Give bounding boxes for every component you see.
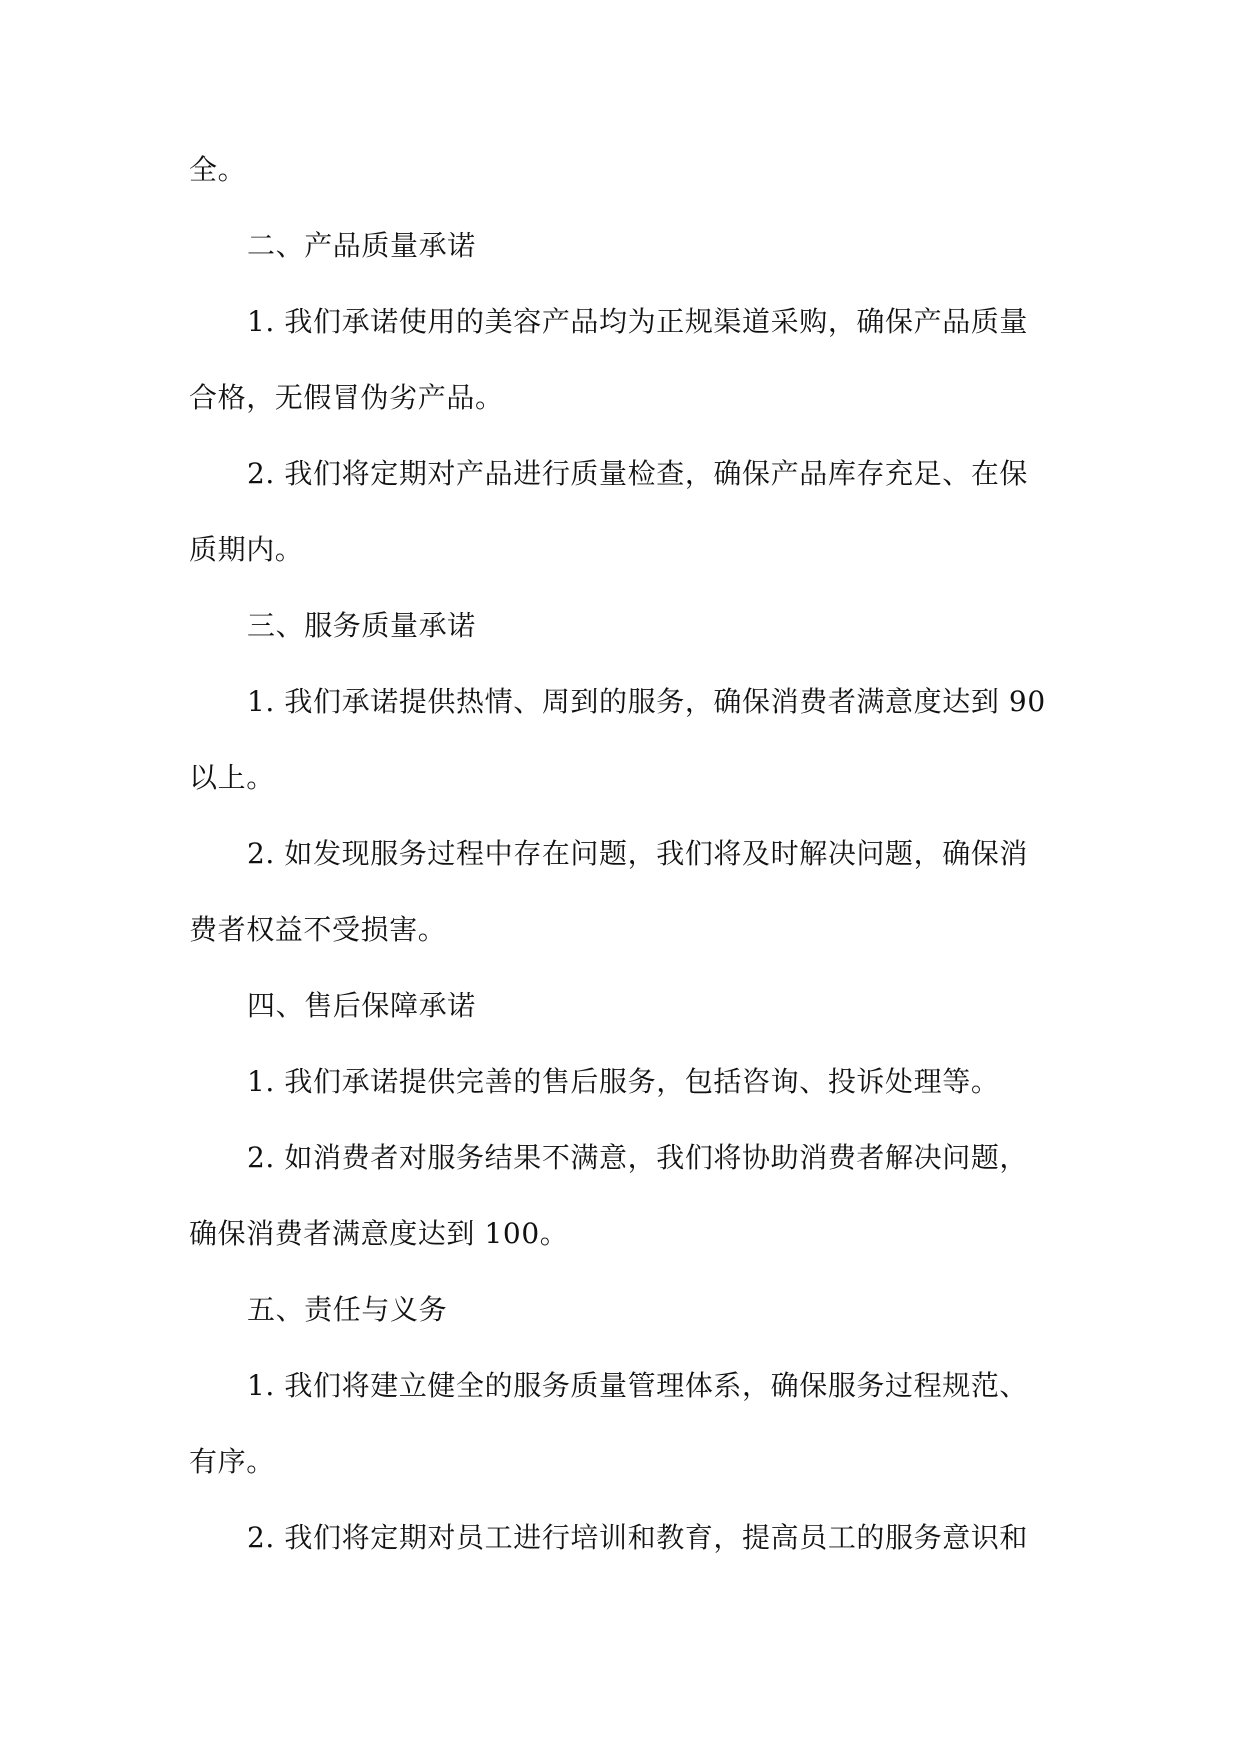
section-heading-product-quality: 二、产品质量承诺 [247,229,476,262]
text-line-18: 有序。 [189,1445,275,1478]
text-line-6: 质期内。 [189,533,304,566]
text-line-19: 2. 我们将定期对员工进行培训和教育，提高员工的服务意识和 [247,1521,1029,1554]
text-line-1: 全。 [189,153,247,186]
text-line-17: 1. 我们将建立健全的服务质量管理体系，确保服务过程规范、 [247,1369,1029,1402]
text-line-14: 2. 如消费者对服务结果不满意，我们将协助消费者解决问题， [247,1141,1029,1174]
text-line-8: 1. 我们承诺提供热情、周到的服务，确保消费者满意度达到 90 [247,685,1046,718]
text-line-4: 合格，无假冒伪劣产品。 [189,381,504,414]
text-line-5: 2. 我们将定期对产品进行质量检查，确保产品库存充足、在保 [247,457,1029,490]
text-line-3: 1. 我们承诺使用的美容产品均为正规渠道采购，确保产品质量 [247,305,1029,338]
section-heading-responsibility: 五、责任与义务 [247,1293,448,1326]
text-line-10: 2. 如发现服务过程中存在问题，我们将及时解决问题，确保消 [247,837,1029,870]
text-line-15: 确保消费者满意度达到 100。 [189,1217,569,1250]
section-heading-after-sales: 四、售后保障承诺 [247,989,476,1022]
text-line-11: 费者权益不受损害。 [189,913,447,946]
text-line-9: 以上。 [189,761,275,794]
text-line-13: 1. 我们承诺提供完善的售后服务，包括咨询、投诉处理等。 [247,1065,1000,1098]
section-heading-service-quality: 三、服务质量承诺 [247,609,476,642]
document-body [189,132,1057,1576]
